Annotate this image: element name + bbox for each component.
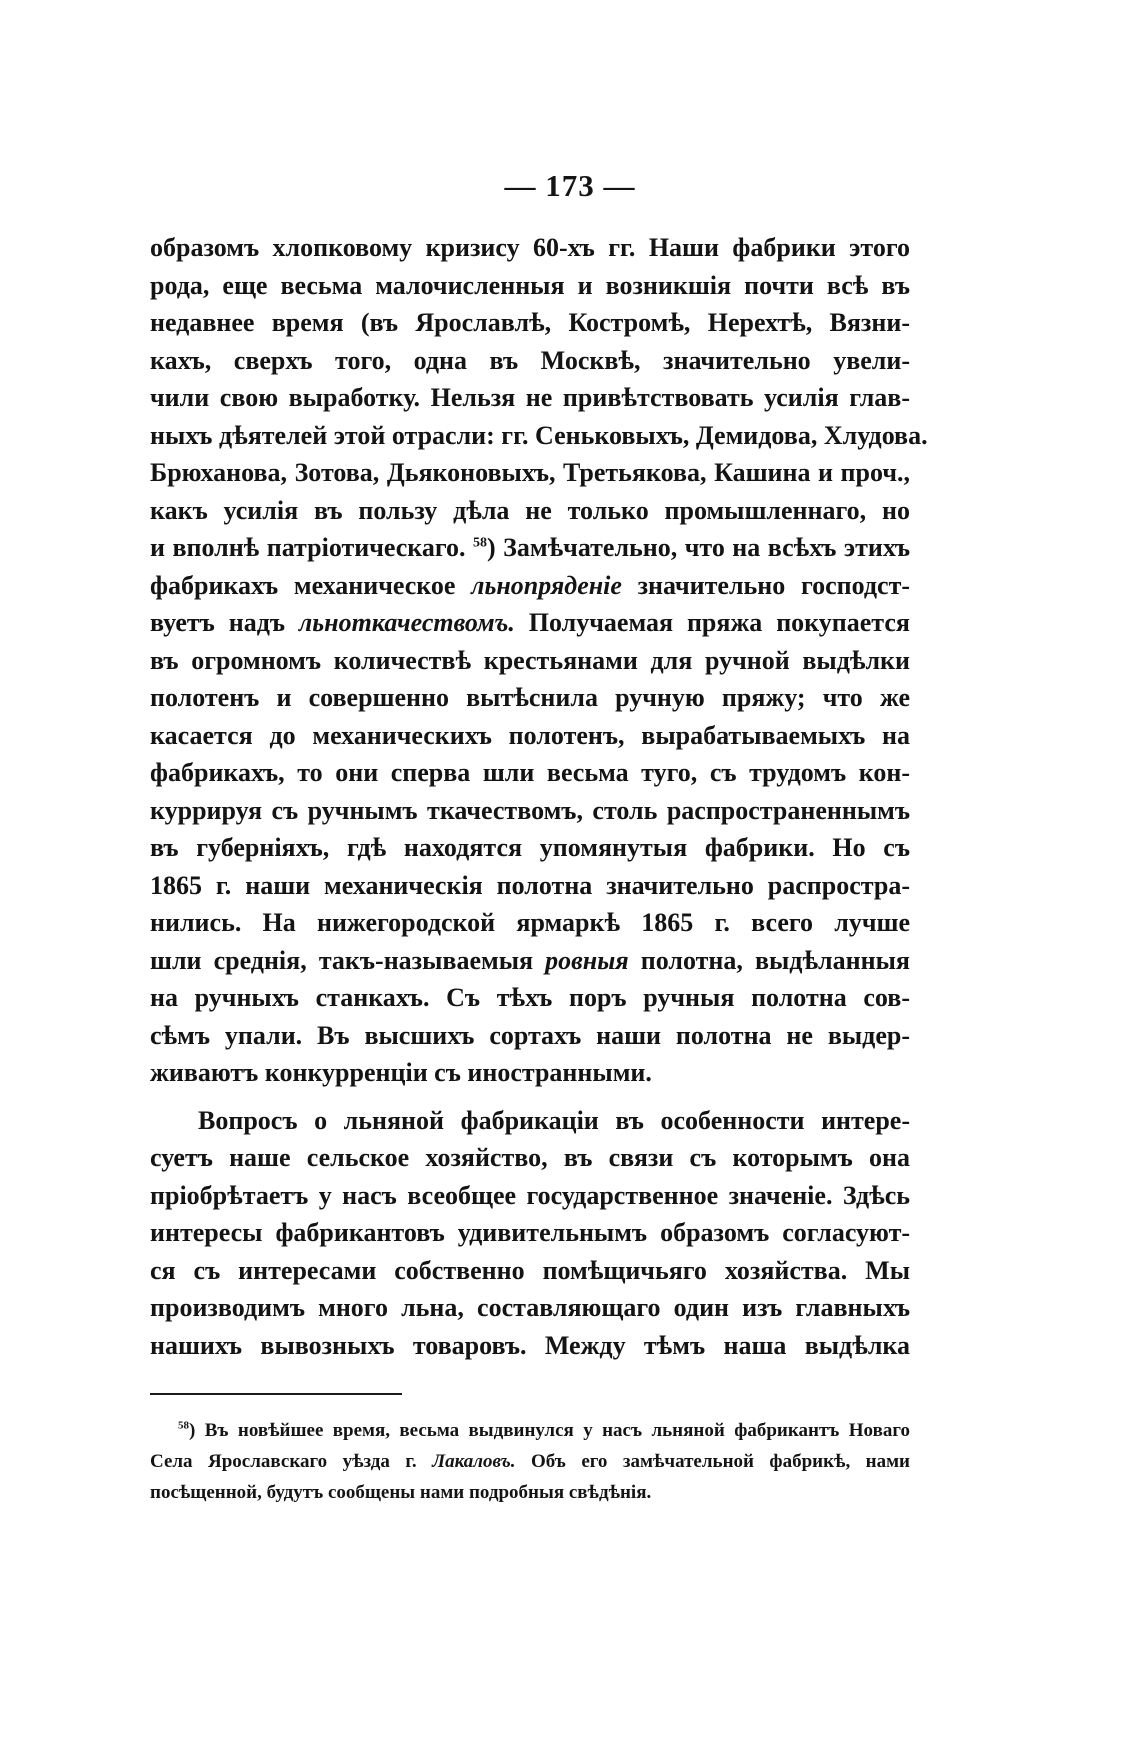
text-line: кахъ, сверхъ того, одна въ Москвѣ, значительно увели-	[150, 345, 910, 375]
footnote-line	[150, 1446, 910, 1477]
text-fragment: фабрикахъ механическое	[150, 570, 472, 600]
text-line: суетъ наше сельское хозяйство, въ связи съ которымъ она	[150, 1143, 910, 1172]
paragraph-gap	[150, 1092, 910, 1102]
text-line: сѣмъ упали. Въ высшихъ сортахъ наши полотна не выдер-	[150, 1020, 910, 1050]
text-line: на ручныхъ станкахъ. Съ тѣхъ поръ ручныя полотна сов-	[150, 983, 910, 1012]
text-line: нашихъ вывозныхъ товаровъ. Между тѣмъ наша выдѣлка	[150, 1330, 910, 1360]
text-line: Вопросъ о льняной фабрикаціи въ особенности интере-	[198, 1105, 910, 1135]
text-line: фабрикахъ, то они сперва шли весьма туго, съ трудомъ кон-	[150, 758, 910, 787]
italic-term: Лакаловъ.	[432, 1451, 516, 1472]
text-fragment: Получаемая пряжа покупается	[514, 608, 910, 637]
italic-term: ровныя	[545, 945, 629, 975]
text-line: пріобрѣтаетъ у насъ всеобщее государственное значеніе. Здѣсь	[150, 1180, 910, 1210]
footnote-line: посѣщенной, будутъ сообщены нами подробныя свѣдѣнія.	[150, 1482, 652, 1503]
text-line: интересы фабрикантовъ удивительнымъ образомъ согласуют-	[150, 1218, 910, 1247]
footnote-ref: 58	[473, 535, 488, 551]
text-fragment: ) Замѣчательно, что на всѣхъ этихъ	[487, 533, 911, 562]
italic-term: льноткачествомъ.	[298, 608, 515, 637]
page-number: — 173 —	[504, 168, 636, 203]
text-line: въ губерніяхъ, гдѣ находятся упомянутыя фабрики. Но съ	[150, 833, 910, 862]
text-line	[150, 604, 910, 642]
text-line: 1865 г. наши механическія полотна значительно распростра-	[150, 870, 910, 900]
text-line	[150, 567, 910, 605]
text-fragment: и вполнѣ патріотическаго.	[150, 533, 466, 562]
text-line: ся съ интересами собственно помѣщичьяго хозяйства. Мы	[150, 1255, 910, 1285]
text-line	[150, 529, 910, 567]
text-line: полотенъ и совершенно вытѣснила ручную пряжу; что же	[150, 683, 910, 712]
text-fragment: Села Ярославскаго уѣзда г.	[150, 1451, 433, 1472]
footnote	[150, 1415, 910, 1508]
main-text	[150, 229, 928, 1364]
text-line	[150, 942, 910, 980]
text-line: куррируя съ ручнымъ ткачествомъ, столь распространеннымъ	[150, 795, 910, 825]
text-fragment: значительно господст-	[621, 570, 910, 600]
text-fragment: шли среднія, такъ-называемыя	[150, 945, 546, 975]
text-line: въ огромномъ количествѣ крестьянами для ручной выдѣлки	[150, 645, 910, 675]
italic-term: льнопрядeніе	[471, 570, 622, 600]
text-fragment: Объ его замѣчательной фабрикѣ, нами	[515, 1451, 910, 1472]
text-line: недавнее время (въ Ярославлѣ, Костромѣ, Нерехтѣ, Вязни-	[150, 308, 910, 337]
text-fragment: полотна, выдѣланныя	[628, 945, 910, 975]
text-line: производимъ много льна, составляющаго один изъ главныхъ	[150, 1293, 910, 1322]
text-line: рода, еще весьма малочисленныя и возникшія почти всѣ въ	[150, 270, 910, 300]
text-line: чили свою выработку. Нельзя не привѣтствовать усилія глав-	[150, 383, 910, 412]
text-fragment: ) Въ новѣйшее время, весьма выдвинулся у насъ льняной фабрикантъ Новаго	[189, 1420, 910, 1441]
text-line: образомъ хлопковому кризису 60-хъ гг. Наши фабрики этого	[150, 233, 910, 262]
text-line: нились. На нижегородской ярмаркѣ 1865 г. всего лучше	[150, 908, 910, 937]
text-line: ныхъ дѣятелей этой отрасли: гг. Сеньковыхъ, Демидова, Хлудова.	[150, 420, 928, 450]
footnote-line	[150, 1415, 910, 1446]
text-line: какъ усилія въ пользу дѣла не только промышленнаго, но	[150, 495, 910, 525]
text-line: касается до механическихъ полотенъ, вырабатываемыхъ на	[150, 720, 910, 750]
text-fragment: вуетъ надъ	[150, 608, 299, 637]
text-line: живаютъ конкурренціи съ иностранными.	[150, 1058, 652, 1087]
text-line: Брюханова, Зотова, Дьяконовыхъ, Третьякова, Кашина и проч.,	[150, 458, 910, 487]
footnote-divider	[150, 1393, 402, 1395]
footnote-marker: 58	[178, 1419, 189, 1432]
